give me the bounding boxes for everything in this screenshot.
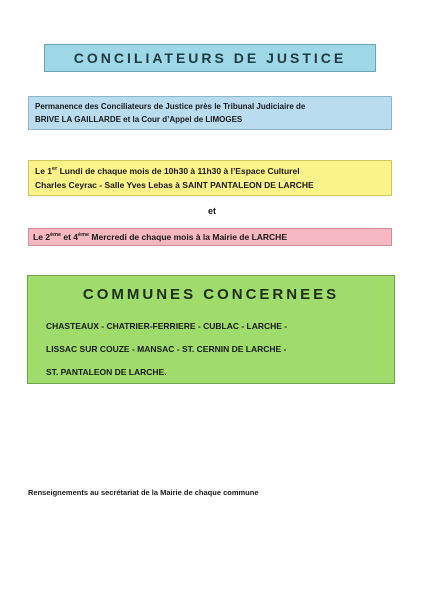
- footer-note: Renseignements au secrétariat de la Mairie de chaque commune: [28, 488, 259, 497]
- schedule-monday-rest: Lundi de chaque mois de 10h30 à 11h30 à l’Espace Culturel: [57, 166, 300, 176]
- schedule-monday-sup: er: [52, 166, 58, 172]
- communes-line-1: CHASTEAUX - CHATRIER-FERRIERE - CUBLAC - LARCHE -: [46, 321, 288, 331]
- et-connector: et: [207, 206, 216, 216]
- communes-box: [27, 275, 395, 384]
- intro-line-1: Permanence des Conciliateurs de Justice près le Tribunal Judiciaire de: [35, 102, 306, 111]
- intro-line-2: BRIVE LA GAILLARDE et la Cour d’Appel de LIMOGES: [35, 115, 243, 124]
- schedule-monday-box: [28, 160, 392, 196]
- schedule-monday-line-1: [35, 164, 385, 178]
- schedule-wednesday-middle: et 4: [61, 232, 79, 242]
- intro-box: [28, 96, 392, 130]
- page-title: CONCILIATEURS DE JUSTICE: [44, 44, 376, 72]
- schedule-monday-line-2: Charles Ceyrac - Salle Yves Lebas à SAINT PANTALEON DE LARCHE: [35, 180, 314, 190]
- schedule-wednesday-box: [28, 228, 392, 246]
- schedule-wednesday-prefix: Le 2: [33, 232, 51, 242]
- communes-line-2: LISSAC SUR COUZE - MANSAC - ST. CERNIN DE LARCHE -: [46, 344, 287, 354]
- schedule-wednesday-sup-2: ème: [78, 232, 90, 238]
- schedule-wednesday-rest: Mercredi de chaque mois à la Mairie de LARCHE: [89, 232, 287, 242]
- schedule-monday-prefix: Le 1: [35, 166, 53, 176]
- communes-title: COMMUNES CONCERNEES: [82, 286, 340, 303]
- communes-line-3: ST. PANTALEON DE LARCHE.: [46, 367, 167, 377]
- schedule-wednesday-sup-1: ème: [50, 232, 62, 238]
